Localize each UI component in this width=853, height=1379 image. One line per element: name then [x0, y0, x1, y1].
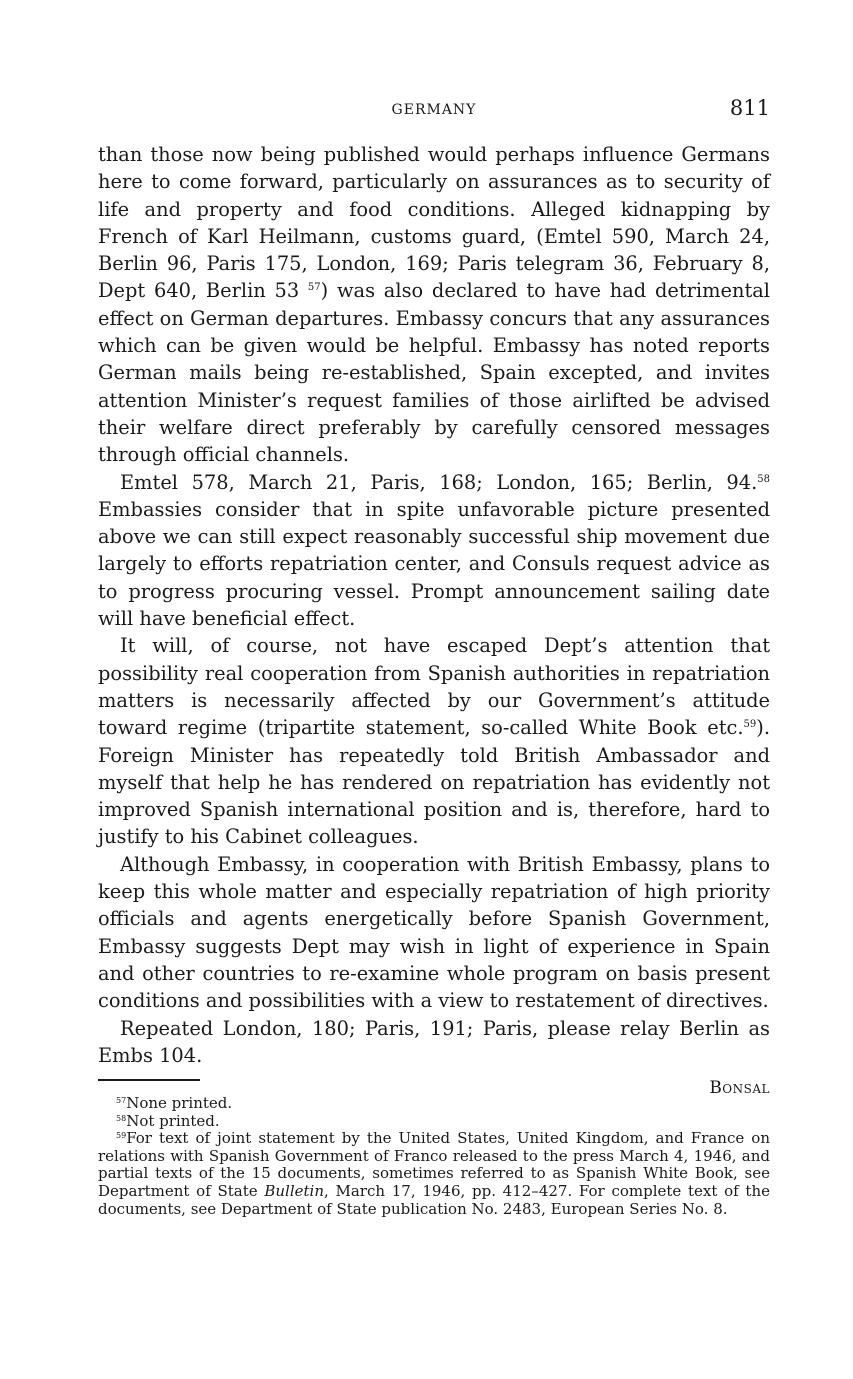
footnote-mark-57: 57: [116, 1096, 127, 1105]
paragraph-4: Although Embassy, in cooperation with British Embassy, plans to keep this whole matter and especially repatriation of high priority officials and agents energetically before Spanish Government, Embassy suggests Dept may wish in light of experience in Spain and other countries to re-examine whole program on basis present conditions and possibilities with a view to restatement of directives.: [98, 852, 770, 1013]
footnote-58-text: Not printed.: [126, 1111, 220, 1130]
page-number: 811: [729, 96, 770, 120]
footnote-59-text-a: For text of joint statement by the United States, United Kingdom, and France on relations with Spanish Government of Franco released to the press March 4, 1946, and partial texts of the 15 documents, sometimes referred to as Spanish White Book, see Department of State: [98, 1129, 770, 1200]
paragraph-2-text-a: Emtel 578, March 21, Paris, 168; London, 165; Berlin, 94.: [120, 470, 758, 494]
footnote-59: [98, 1130, 770, 1218]
footnote-ref-58[interactable]: 58: [757, 473, 770, 485]
body-text: [98, 141, 770, 1102]
footnotes: [98, 1095, 770, 1218]
paragraph-2: [98, 469, 770, 633]
running-title: GERMANY: [391, 102, 477, 118]
paragraph-2-text-b: Embassies consider that in spite unfavorable picture presented above we can still expect reasonably successful ship movement due largely to efforts repatriation center, and Consuls request advice as to progress procuring vessel. Prompt announcement sailing date will have beneficial effect.: [98, 497, 770, 631]
paragraph-3-text-b: ). Foreign Minister has repeatedly told British Ambassador and myself that help he has rendered on repatriation has evidently not improved Spanish international position and is, therefore, hard to justify to his Cabinet colleagues.: [98, 716, 770, 849]
paragraph-1: [98, 141, 770, 469]
footnote-57-text: None printed.: [126, 1094, 233, 1112]
footnote-ref-59[interactable]: 59: [743, 719, 757, 731]
footnote-59-text-b: , March 17, 1946, pp. 412–427. For complete text of the documents, see Department of State publication No. 2483, European Series No. 8.: [98, 1181, 770, 1218]
paragraph-5: Repeated London, 180; Paris, 191; Paris, please relay Berlin as Embs 104.: [98, 1016, 770, 1067]
footnote-57: [98, 1095, 770, 1113]
paragraph-3-text-a: It will, of course, not have escaped Dept’s attention that possibility real cooperation from Spanish authorities in repatriation matters is necessarily affected by our Government’s attitude toward regime (tripartite statement, so-called White Book etc.: [98, 634, 770, 740]
page-header: [98, 96, 770, 126]
footnote-59-italic: Bulletin: [264, 1181, 324, 1200]
footnote-ref-57[interactable]: 57: [307, 282, 321, 294]
paragraph-1-text-b: ) was also declared to have had detrimental effect on German departures. Embassy concurs that any assurances which can be given would be helpful. Embassy has noted reports German mails being re-established, Spain excepted, and invites attention Minister’s request families of those airlifted be advised their welfare direct preferably by carefully censored messages through official channels.: [98, 279, 771, 467]
paragraph-3: [98, 632, 770, 850]
footnote-mark-58: 58: [116, 1113, 127, 1123]
paragraph-1-text-a: than those now being published would perhaps influence Germans here to come forward, particularly on assurances as to security of life and property and food conditions. Alleged kidnapping by French of Karl Heilmann, customs guard, (Emtel 590, March 24, Berlin 96, Paris 175, London, 169; Paris telegram 36, February 8, Dept 640, Berlin 53: [98, 143, 770, 303]
signature: Bonsal: [709, 1078, 770, 1099]
footnote-58: [98, 1113, 770, 1131]
footnote-mark-59: 59: [116, 1131, 127, 1141]
footnote-divider: [98, 1079, 200, 1081]
